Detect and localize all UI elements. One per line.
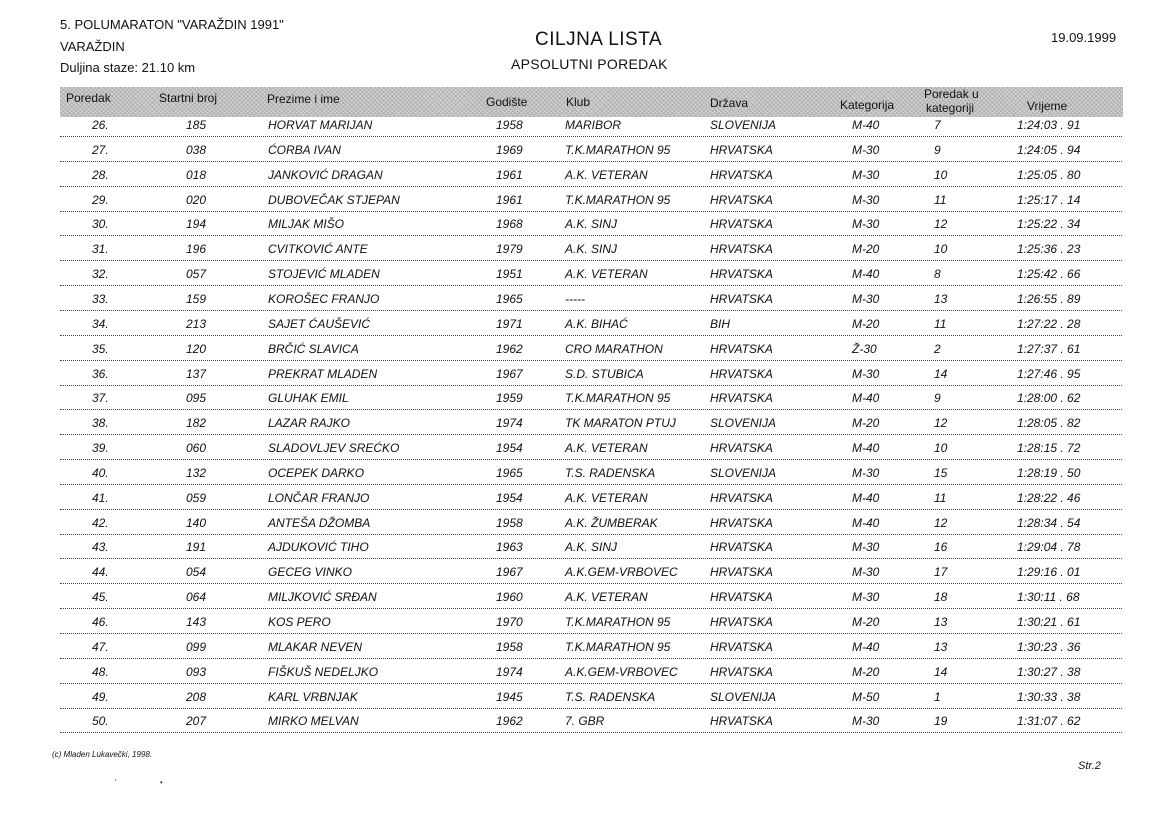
- page-title: CILJNA LISTA: [535, 29, 663, 50]
- cell-startni-broj: 099: [186, 639, 207, 654]
- page-number: Str.2: [1078, 760, 1101, 772]
- cell-ime: SAJET ĆAUŠEVIĆ: [268, 316, 371, 331]
- cell-poredak-kategorija: 13: [934, 615, 948, 629]
- cell-drzava: HRVATSKA: [710, 664, 773, 679]
- cell-klub: S.D. STUBICA: [565, 366, 644, 381]
- cell-poredak-kategorija: 7: [934, 118, 941, 132]
- cell-drzava: HRVATSKA: [710, 490, 773, 505]
- cell-ime: AJDUKOVIĆ TIHO: [268, 540, 369, 555]
- cell-ime: MIRKO MELVAN: [268, 714, 359, 729]
- cell-poredak-kategorija: 1: [934, 689, 941, 704]
- course-length: Duljina staze: 21.10 km: [60, 60, 196, 75]
- table-row: [0, 340, 1170, 365]
- cell-ime: GECEG VINKO: [268, 565, 353, 580]
- cell-kategorija: M-20: [852, 316, 880, 331]
- cell-godiste: 1958: [496, 515, 523, 530]
- cell-poredak: 48.: [92, 664, 109, 679]
- cell-drzava: HRVATSKA: [710, 540, 773, 555]
- cell-klub: A.K. SINJ: [565, 540, 618, 555]
- cell-poredak: 26.: [92, 118, 109, 132]
- cell-poredak: 40.: [92, 465, 109, 480]
- cell-klub: -----: [565, 291, 585, 306]
- table-row: [0, 240, 1170, 265]
- cell-kategorija: M-30: [852, 540, 880, 555]
- cell-ime: KOS PERO: [268, 615, 331, 629]
- cell-vrijeme: 1:31:07 . 62: [1017, 714, 1081, 729]
- cell-poredak: 37.: [92, 391, 109, 406]
- cell-startni-broj: 020: [186, 192, 207, 207]
- cell-klub: T.K.MARATHON 95: [565, 639, 671, 654]
- cell-kategorija: M-40: [852, 490, 880, 505]
- cell-poredak-kategorija: 12: [934, 515, 948, 530]
- cell-poredak-kategorija: 11: [934, 490, 947, 505]
- cell-kategorija: M-30: [852, 714, 880, 729]
- cell-vrijeme: 1:28:05 . 82: [1017, 416, 1081, 431]
- cell-vrijeme: 1:26:55 . 89: [1017, 291, 1081, 306]
- table-row: [0, 489, 1170, 514]
- cell-drzava: HRVATSKA: [710, 714, 773, 729]
- cell-klub: 7. GBR: [565, 714, 605, 729]
- table-row: [0, 141, 1170, 166]
- cell-poredak-kategorija: 17: [934, 565, 948, 580]
- table-row: [0, 613, 1170, 638]
- cell-kategorija: M-20: [852, 242, 880, 257]
- cell-klub: A.K. SINJ: [565, 217, 618, 232]
- table-row: [0, 663, 1170, 688]
- cell-godiste: 1961: [496, 167, 523, 182]
- cell-poredak-kategorija: 9: [934, 391, 941, 406]
- cell-startni-broj: 057: [186, 267, 207, 282]
- cell-kategorija: M-30: [852, 217, 880, 232]
- cell-startni-broj: 182: [186, 416, 207, 431]
- cell-klub: A.K.GEM-VRBOVEC: [565, 664, 678, 679]
- cell-ime: MILJAK MIŠO: [268, 217, 345, 232]
- cell-ime: FIŠKUŠ NEDELJKO: [268, 664, 379, 679]
- col-header-vrijeme: Vrijeme: [1027, 99, 1068, 113]
- cell-ime: SLADOVLJEV SREĆKO: [268, 441, 400, 456]
- col-header-ime: Prezime i ime: [267, 92, 340, 106]
- table-row: [0, 514, 1170, 539]
- cell-klub: A.K. VETERAN: [565, 441, 648, 456]
- cell-drzava: HRVATSKA: [710, 515, 773, 530]
- copyright-note: (c) Mladen Lukavečki, 1998.: [52, 750, 153, 759]
- cell-drzava: HRVATSKA: [710, 242, 773, 257]
- cell-vrijeme: 1:29:16 . 01: [1017, 565, 1081, 580]
- table-row: [0, 712, 1170, 737]
- col-header-klub: Klub: [566, 95, 591, 109]
- cell-klub: T.K.MARATHON 95: [565, 192, 671, 207]
- cell-drzava: SLOVENIJA: [710, 118, 777, 132]
- table-row: [0, 563, 1170, 588]
- cell-vrijeme: 1:30:11 . 68: [1017, 590, 1080, 605]
- cell-godiste: 1961: [496, 192, 523, 207]
- cell-vrijeme: 1:30:33 . 38: [1017, 689, 1081, 704]
- cell-startni-broj: 018: [186, 167, 207, 182]
- cell-vrijeme: 1:30:27 . 38: [1017, 664, 1081, 679]
- cell-poredak-kategorija: 9: [934, 142, 941, 157]
- cell-poredak: 45.: [92, 590, 109, 605]
- cell-kategorija: M-30: [852, 192, 880, 207]
- cell-poredak-kategorija: 18: [934, 590, 948, 605]
- cell-vrijeme: 1:25:36 . 23: [1017, 242, 1081, 257]
- cell-kategorija: M-40: [852, 441, 880, 456]
- cell-drzava: SLOVENIJA: [710, 689, 777, 704]
- cell-klub: TK MARATON PTUJ: [565, 416, 676, 431]
- col-header-godiste: Godište: [486, 95, 528, 109]
- table-row: [0, 389, 1170, 414]
- cell-drzava: HRVATSKA: [710, 615, 773, 629]
- cell-godiste: 1954: [496, 490, 523, 505]
- cell-drzava: HRVATSKA: [710, 441, 773, 456]
- table-row: [0, 265, 1170, 290]
- cell-poredak: 50.: [92, 714, 109, 729]
- table-row: [0, 688, 1170, 713]
- table-row: [0, 638, 1170, 663]
- cell-vrijeme: 1:25:42 . 66: [1017, 267, 1081, 282]
- cell-poredak-kategorija: 13: [934, 291, 948, 306]
- event-city: VARAŽDIN: [60, 39, 125, 54]
- cell-drzava: HRVATSKA: [710, 565, 773, 580]
- cell-klub: T.S. RADENSKA: [565, 689, 656, 704]
- cell-drzava: HRVATSKA: [710, 217, 773, 232]
- table-row: [0, 116, 1170, 141]
- cell-ime: LONČAR FRANJO: [268, 490, 370, 505]
- cell-poredak-kategorija: 15: [934, 465, 948, 480]
- cell-godiste: 1960: [496, 590, 523, 605]
- cell-poredak: 38.: [92, 416, 109, 431]
- cell-drzava: SLOVENIJA: [710, 465, 777, 480]
- cell-kategorija: M-40: [852, 267, 880, 282]
- table-row: [0, 365, 1170, 390]
- cell-poredak: 34.: [92, 316, 109, 331]
- cell-klub: A.K.GEM-VRBOVEC: [565, 565, 678, 580]
- cell-ime: MLAKAR NEVEN: [268, 639, 363, 654]
- table-row: [0, 414, 1170, 439]
- cell-poredak: 39.: [92, 441, 109, 456]
- event-name: 5. POLUMARATON "VARAŽDIN 1991": [60, 17, 284, 32]
- cell-poredak: 31.: [92, 242, 109, 257]
- cell-drzava: HRVATSKA: [710, 341, 773, 356]
- cell-drzava: BIH: [710, 316, 731, 331]
- cell-kategorija: M-30: [852, 167, 880, 182]
- cell-ime: PREKRAT MLADEN: [268, 366, 378, 381]
- cell-vrijeme: 1:28:00 . 62: [1017, 391, 1081, 406]
- cell-godiste: 1959: [496, 391, 523, 406]
- cell-startni-broj: 194: [186, 217, 207, 232]
- cell-kategorija: Ž-30: [852, 341, 877, 356]
- cell-godiste: 1958: [496, 118, 523, 132]
- cell-vrijeme: 1:24:03 . 91: [1017, 118, 1081, 132]
- cell-startni-broj: 137: [186, 366, 207, 381]
- cell-ime: OCEPEK DARKO: [268, 465, 365, 480]
- cell-startni-broj: 060: [186, 441, 207, 456]
- table-row: [0, 538, 1170, 563]
- cell-godiste: 1965: [496, 465, 523, 480]
- cell-drzava: HRVATSKA: [710, 192, 773, 207]
- cell-vrijeme: 1:30:21 . 61: [1017, 615, 1081, 629]
- table-row: [0, 166, 1170, 191]
- cell-startni-broj: 207: [186, 714, 207, 729]
- cell-poredak-kategorija: 16: [934, 540, 948, 555]
- cell-godiste: 1970: [496, 615, 523, 629]
- cell-startni-broj: 191: [186, 540, 207, 555]
- cell-kategorija: M-40: [852, 118, 880, 132]
- cell-vrijeme: 1:29:04 . 78: [1017, 540, 1081, 555]
- cell-godiste: 1965: [496, 291, 523, 306]
- cell-poredak-kategorija: 11: [934, 192, 947, 207]
- cell-kategorija: M-20: [852, 416, 880, 431]
- cell-startni-broj: 185: [186, 118, 207, 132]
- cell-poredak: 47.: [92, 639, 109, 654]
- cell-ime: JANKOVIĆ DRAGAN: [268, 167, 383, 182]
- cell-vrijeme: 1:28:22 . 46: [1017, 490, 1081, 505]
- cell-drzava: HRVATSKA: [710, 142, 773, 157]
- cell-poredak: 36.: [92, 366, 109, 381]
- cell-poredak-kategorija: 10: [934, 167, 948, 182]
- cell-startni-broj: 140: [186, 515, 207, 530]
- cell-poredak: 30.: [92, 217, 109, 232]
- cell-klub: A.K. VETERAN: [565, 490, 648, 505]
- cell-godiste: 1974: [496, 416, 523, 431]
- cell-startni-broj: 159: [186, 291, 207, 306]
- cell-poredak: 44.: [92, 565, 109, 580]
- cell-drzava: HRVATSKA: [710, 590, 773, 605]
- cell-godiste: 1967: [496, 366, 523, 381]
- cell-ime: BRČIĆ SLAVICA: [268, 341, 359, 356]
- table-row: [0, 315, 1170, 340]
- cell-ime: HORVAT MARIJAN: [268, 118, 373, 132]
- cell-startni-broj: 059: [186, 490, 207, 505]
- cell-poredak: 43.: [92, 540, 109, 555]
- cell-klub: A.K. ŽUMBERAK: [565, 515, 658, 530]
- scan-mark: •: [160, 778, 163, 787]
- cell-kategorija: M-50: [852, 689, 880, 704]
- cell-ime: MILJKOVIĆ SRĐAN: [268, 590, 377, 605]
- cell-poredak-kategorija: 14: [934, 664, 948, 679]
- cell-klub: A.K. VETERAN: [565, 590, 648, 605]
- cell-kategorija: M-20: [852, 664, 880, 679]
- cell-drzava: HRVATSKA: [710, 366, 773, 381]
- cell-ime: ĆORBA IVAN: [268, 142, 341, 157]
- race-date: 19.09.1999: [1051, 30, 1117, 45]
- col-header-poredak: Poredak: [66, 91, 111, 105]
- table-row: [0, 588, 1170, 613]
- cell-vrijeme: 1:27:46 . 95: [1017, 366, 1081, 381]
- cell-startni-broj: 095: [186, 391, 207, 406]
- cell-poredak: 42.: [92, 515, 109, 530]
- cell-godiste: 1979: [496, 242, 523, 257]
- cell-godiste: 1963: [496, 540, 523, 555]
- cell-kategorija: M-30: [852, 590, 880, 605]
- table-row: [0, 290, 1170, 315]
- cell-ime: CVITKOVIĆ ANTE: [268, 242, 368, 257]
- cell-poredak-kategorija: 8: [934, 267, 941, 282]
- cell-ime: STOJEVIĆ MLADEN: [268, 267, 380, 282]
- cell-vrijeme: 1:28:19 . 50: [1017, 465, 1081, 480]
- cell-poredak: 32.: [92, 267, 109, 282]
- cell-godiste: 1951: [496, 267, 523, 282]
- cell-poredak-kategorija: 12: [934, 217, 948, 232]
- cell-kategorija: M-40: [852, 515, 880, 530]
- cell-kategorija: M-40: [852, 391, 880, 406]
- cell-poredak-kategorija: 12: [934, 416, 948, 431]
- cell-vrijeme: 1:25:17 . 14: [1017, 192, 1081, 207]
- cell-poredak-kategorija: 2: [934, 341, 941, 356]
- cell-poredak: 49.: [92, 689, 109, 704]
- col-header-drzava: Država: [710, 96, 749, 110]
- cell-kategorija: M-20: [852, 615, 880, 629]
- cell-startni-broj: 120: [186, 341, 207, 356]
- cell-poredak: 46.: [92, 615, 109, 629]
- cell-godiste: 1954: [496, 441, 523, 456]
- cell-poredak: 29.: [92, 192, 109, 207]
- cell-poredak-kategorija: 10: [934, 441, 948, 456]
- cell-ime: LAZAR RAJKO: [268, 416, 351, 431]
- cell-godiste: 1968: [496, 217, 523, 232]
- cell-drzava: SLOVENIJA: [710, 416, 777, 431]
- cell-vrijeme: 1:25:22 . 34: [1017, 217, 1081, 232]
- cell-startni-broj: 208: [186, 689, 207, 704]
- cell-ime: KOROŠEC FRANJO: [268, 291, 380, 306]
- cell-vrijeme: 1:27:22 . 28: [1017, 316, 1081, 331]
- cell-ime: DUBOVEČAK STJEPAN: [268, 192, 400, 207]
- cell-startni-broj: 093: [186, 664, 207, 679]
- cell-klub: T.K.MARATHON 95: [565, 391, 671, 406]
- cell-klub: T.S. RADENSKA: [565, 465, 656, 480]
- cell-klub: A.K. BIHAĆ: [565, 316, 628, 331]
- cell-drzava: HRVATSKA: [710, 639, 773, 654]
- cell-klub: T.K.MARATHON 95: [565, 615, 671, 629]
- cell-startni-broj: 054: [186, 565, 207, 580]
- cell-godiste: 1971: [496, 316, 523, 331]
- col-header-kategorija: Kategorija: [840, 98, 895, 112]
- col-header-startni-broj: Startni broj: [159, 91, 218, 105]
- cell-kategorija: M-40: [852, 639, 880, 654]
- cell-kategorija: M-30: [852, 565, 880, 580]
- cell-klub: A.K. VETERAN: [565, 267, 648, 282]
- cell-klub: MARIBOR: [565, 118, 622, 132]
- cell-poredak: 33.: [92, 291, 109, 306]
- scan-mark: ': [115, 778, 117, 787]
- cell-vrijeme: 1:27:37 . 61: [1017, 341, 1081, 356]
- cell-startni-broj: 132: [186, 465, 207, 480]
- col-header-poredak-kat-2: kategoriji: [926, 101, 975, 115]
- table-row: [0, 191, 1170, 216]
- cell-startni-broj: 143: [186, 615, 207, 629]
- cell-vrijeme: 1:24:05 . 94: [1017, 142, 1081, 157]
- cell-klub: CRO MARATHON: [565, 341, 663, 356]
- cell-godiste: 1945: [496, 689, 523, 704]
- cell-ime: ANTEŠA DŽOMBA: [268, 515, 371, 530]
- cell-startni-broj: 038: [186, 142, 207, 157]
- cell-kategorija: M-30: [852, 291, 880, 306]
- cell-ime: GLUHAK EMIL: [268, 391, 349, 406]
- cell-godiste: 1969: [496, 142, 523, 157]
- cell-vrijeme: 1:28:34 . 54: [1017, 515, 1081, 530]
- cell-klub: T.K.MARATHON 95: [565, 142, 671, 157]
- cell-godiste: 1962: [496, 341, 523, 356]
- cell-drzava: HRVATSKA: [710, 291, 773, 306]
- cell-poredak-kategorija: 11: [934, 316, 947, 331]
- table-row: [0, 215, 1170, 240]
- cell-drzava: HRVATSKA: [710, 267, 773, 282]
- cell-poredak-kategorija: 10: [934, 242, 948, 257]
- col-header-poredak-kat-1: Poredak u: [924, 87, 979, 101]
- cell-vrijeme: 1:25:05 . 80: [1017, 167, 1081, 182]
- cell-poredak: 41.: [92, 490, 109, 505]
- cell-startni-broj: 064: [186, 590, 207, 605]
- cell-startni-broj: 196: [186, 242, 207, 257]
- cell-godiste: 1958: [496, 639, 523, 654]
- cell-ime: KARL VRBNJAK: [268, 689, 358, 704]
- table-row: [0, 439, 1170, 464]
- cell-kategorija: M-30: [852, 366, 880, 381]
- cell-poredak: 28.: [92, 167, 109, 182]
- page-subtitle: APSOLUTNI POREDAK: [511, 56, 668, 72]
- cell-godiste: 1962: [496, 714, 523, 729]
- cell-vrijeme: 1:28:15 . 72: [1017, 441, 1081, 456]
- cell-startni-broj: 213: [186, 316, 207, 331]
- cell-klub: A.K. SINJ: [565, 242, 618, 257]
- cell-klub: A.K. VETERAN: [565, 167, 648, 182]
- cell-kategorija: M-30: [852, 142, 880, 157]
- cell-poredak-kategorija: 14: [934, 366, 948, 381]
- cell-vrijeme: 1:30:23 . 36: [1017, 639, 1081, 654]
- cell-poredak: 27.: [92, 142, 109, 157]
- cell-drzava: HRVATSKA: [710, 167, 773, 182]
- cell-godiste: 1967: [496, 565, 523, 580]
- cell-godiste: 1974: [496, 664, 523, 679]
- cell-poredak-kategorija: 19: [934, 714, 948, 729]
- cell-poredak-kategorija: 13: [934, 639, 948, 654]
- cell-kategorija: M-30: [852, 465, 880, 480]
- table-row: [0, 464, 1170, 489]
- cell-drzava: HRVATSKA: [710, 391, 773, 406]
- cell-poredak: 35.: [92, 341, 109, 356]
